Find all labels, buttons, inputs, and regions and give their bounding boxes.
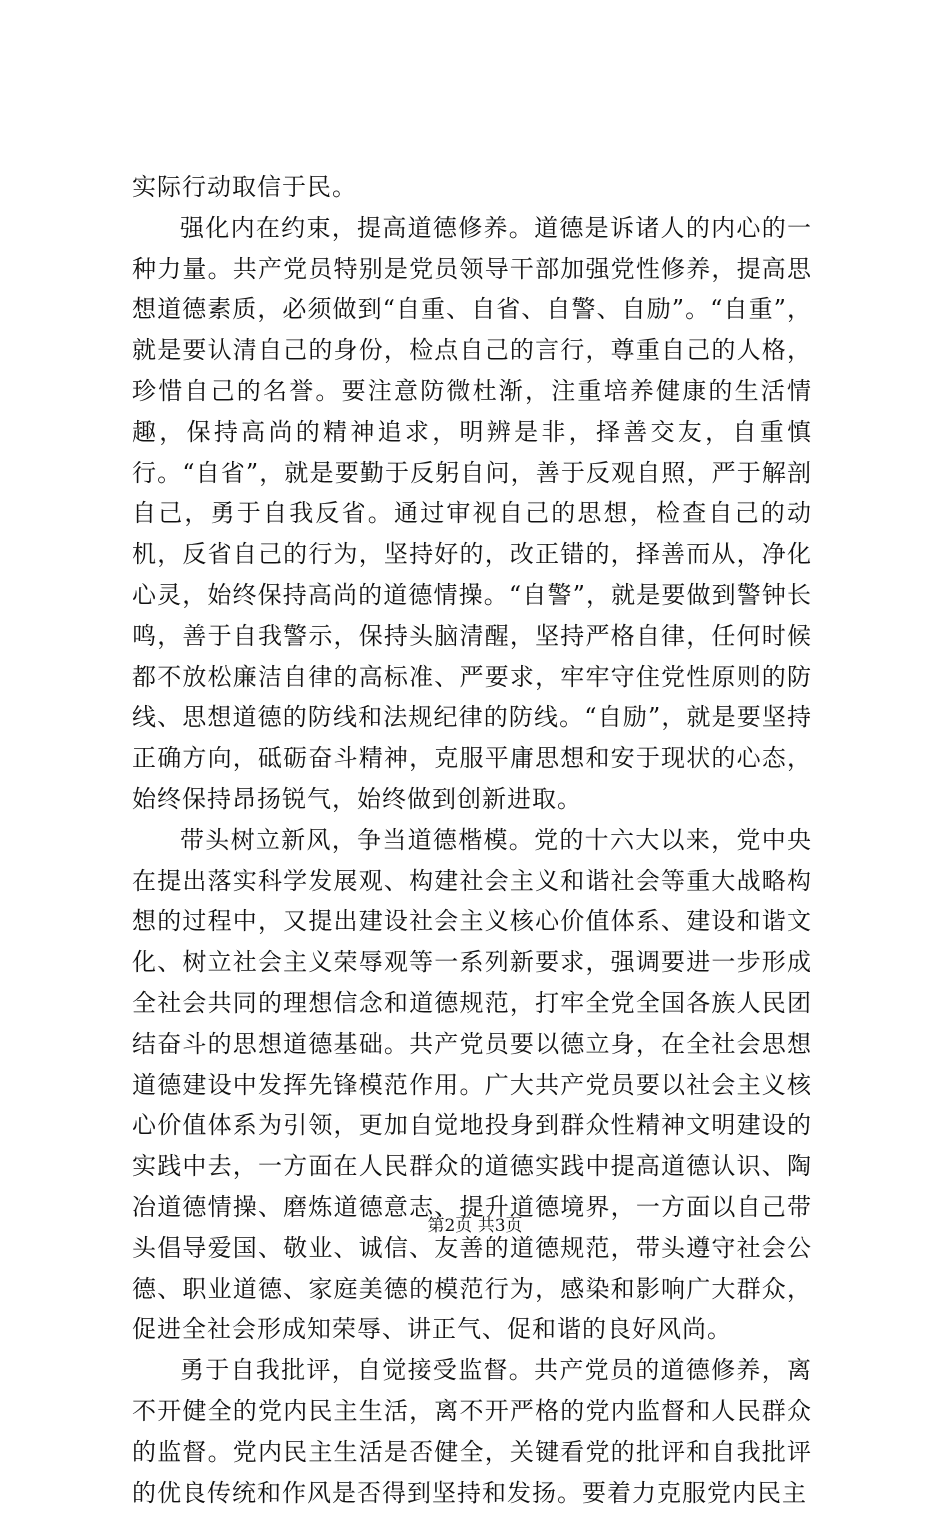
paragraph-continuation: 实际行动取信于民。 <box>132 173 357 201</box>
page-number-footer: 第2页 共3页 <box>427 1216 523 1236</box>
paragraph-self-criticism: 勇于自我批评，自觉接受监督。共产党员的道德修养，离不开健全的党内民主生活，离不开严格的党内监督和人民群众的监督。党内民主生活是否健全，关键看党的批评和自我批评的优良传统和作风是否得到坚持和发扬。要着力克服党内民主 <box>132 1356 812 1507</box>
document-body <box>132 167 812 1513</box>
paragraph-moral-model: 带头树立新风，争当道德楷模。党的十六大以来，党中央在提出落实科学发展观、构建社会主义和谐社会等重大战略构想的过程中，又提出建设社会主义核心价值体系、建设和谐文化、树立社会主义荣辱观等一系列新要求，强调要进一步形成全社会共同的理想信念和道德规范，打牢全党全国各族人民团结奋斗的思想道德基础。共产党员要以德立身，在全社会思想道德建设中发挥先锋模范作用。广大共产党员要以社会主义核心价值体系为引领，更加自觉地投身到群众性精神文明建设的实践中去，一方面在人民群众的道德实践中提高道德认识、陶冶道德情操、磨炼道德意志、提升道德境界，一方面以自己带头倡导爱国、敬业、诚信、友善的道德规范，带头遵守社会公德、职业道德、家庭美德的模范行为，感染和影响广大群众，促进全社会形成知荣辱、讲正气、促和谐的良好风尚。 <box>132 825 812 1344</box>
paragraph-self-discipline: 强化内在约束，提高道德修养。道德是诉诸人的内心的一种力量。共产党员特别是党员领导干部加强党性修养，提高思想道德素质，必须做到“自重、自省、自警、自励”。“自重”，就是要认清自己的身份，检点自己的言行，尊重自己的人格，珍惜自己的名誉。要注意防微杜渐，注重培养健康的生活情趣，保持高尚的精神追求，明辨是非，择善交友，自重慎行。“自省”，就是要勤于反躬自问，善于反观自照，严于解剖自己，勇于自我反省。通过审视自己的思想，检查自己的动机，反省自己的行为，坚持好的，改正错的，择善而从，净化心灵，始终保持高尚的道德情操。“自警”，就是要做到警钟长鸣，善于自我警示，保持头脑清醒，坚持严格自律，任何时候都不放松廉洁自律的高标准、严要求，牢牢守住党性原则的防线、思想道德的防线和法规纪律的防线。“自励”，就是要坚持正确方向，砥砺奋斗精神，克服平庸思想和安于现状的心态，始终保持昂扬锐气，始终做到创新进取。 <box>132 213 812 813</box>
